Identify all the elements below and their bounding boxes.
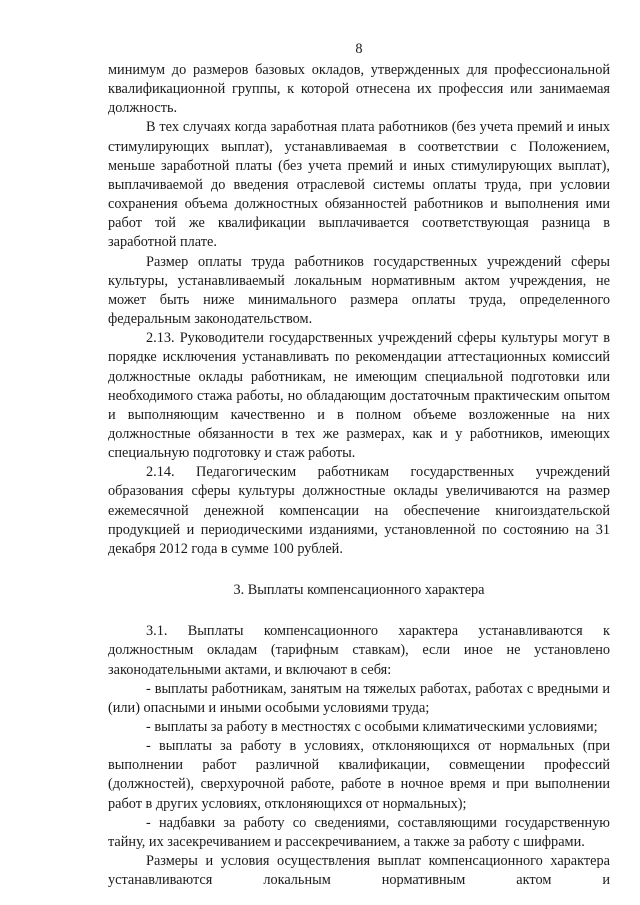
paragraph-continuation: минимум до размеров базовых окладов, утвержденных для профессиональной квалификационной группы, к которой отнесена их профессия или занимаемая должность. [108, 62, 610, 117]
list-item-hard-work: - выплаты работникам, занятым на тяжелых работах, работах с вредными и (или) опасными и иными особыми условиями труда; [108, 680, 610, 716]
section-heading: 3. Выплаты компенсационного характера [233, 582, 485, 599]
paragraph-2-13: 2.13. Руководители государственных учреждений сферы культуры могут в порядке исключения устанавливать по рекомендации аттестационных комиссий должностные оклады работникам, не имеющим специальной подготовки или необходимого стажа работы, но обладающим достаточным практическим опытом и выполняющим качественно и в полном объеме возложенные на них должностные обязанности в тех же размерах, как и у работников, имеющих специальную подготовку и стаж работы. [108, 330, 610, 462]
paragraph-local-act: Размеры и условия осуществления выплат компенсационного характера устанавливаются локальным нормативным актом и [108, 853, 610, 889]
paragraph-salary-difference: В тех случаях когда заработная плата работников (без учета премий и иных стимулирующих выплат), устанавливаемая в соответствии с Положением, меньше заработной платы (без учета премий и иных стимулирующих выплат), выплачиваемой до введения отраслевой системы оплаты труда, при условии сохранения объема должностных обязанностей работников и выполнения ими работ той же квалификации выплачивается соответствующая разница в заработной плате. [108, 119, 610, 251]
page-number: 8 [355, 41, 363, 57]
paragraph-minimum-wage: Размер оплаты труда работников государственных учреждений сферы культуры, устанавливаемый локальным нормативным актом учреждения, не может быть ниже минимального размера оплаты труда, определенного федеральным законодательством. [108, 253, 610, 328]
list-item-climate: - выплаты за работу в местностях с особыми климатическими условиями; [146, 719, 598, 735]
paragraph-3-1: 3.1. Выплаты компенсационного характера устанавливаются к должностным окладам (тарифным ставкам), если иное не установлено законодательными актами, и включают в себя: [108, 623, 610, 678]
paragraph-2-14: 2.14. Педагогическим работникам государственных учреждений образования сферы культуры должностные оклады увеличиваются на размер ежемесячной денежной компенсации на обеспечение книгоиздательской продукцией и периодическими изданиями, установленной по состоянию на 31 декабря 2012 года в сумме 100 рублей. [108, 464, 610, 557]
list-item-state-secret: - надбавки за работу со сведениями, составляющими государственную тайну, их засекречиванием и рассекречиванием, а также за работу с шифрами. [108, 814, 610, 850]
document-body [108, 61, 610, 890]
list-item-abnormal-conditions: - выплаты за работу в условиях, отклоняющихся от нормальных (при выполнении работ различной квалификации, совмещении профессий (должностей), сверхурочной работе, работе в ночное время и при выполнении работ в других условиях, отклоняющихся от нормальных); [108, 738, 610, 812]
